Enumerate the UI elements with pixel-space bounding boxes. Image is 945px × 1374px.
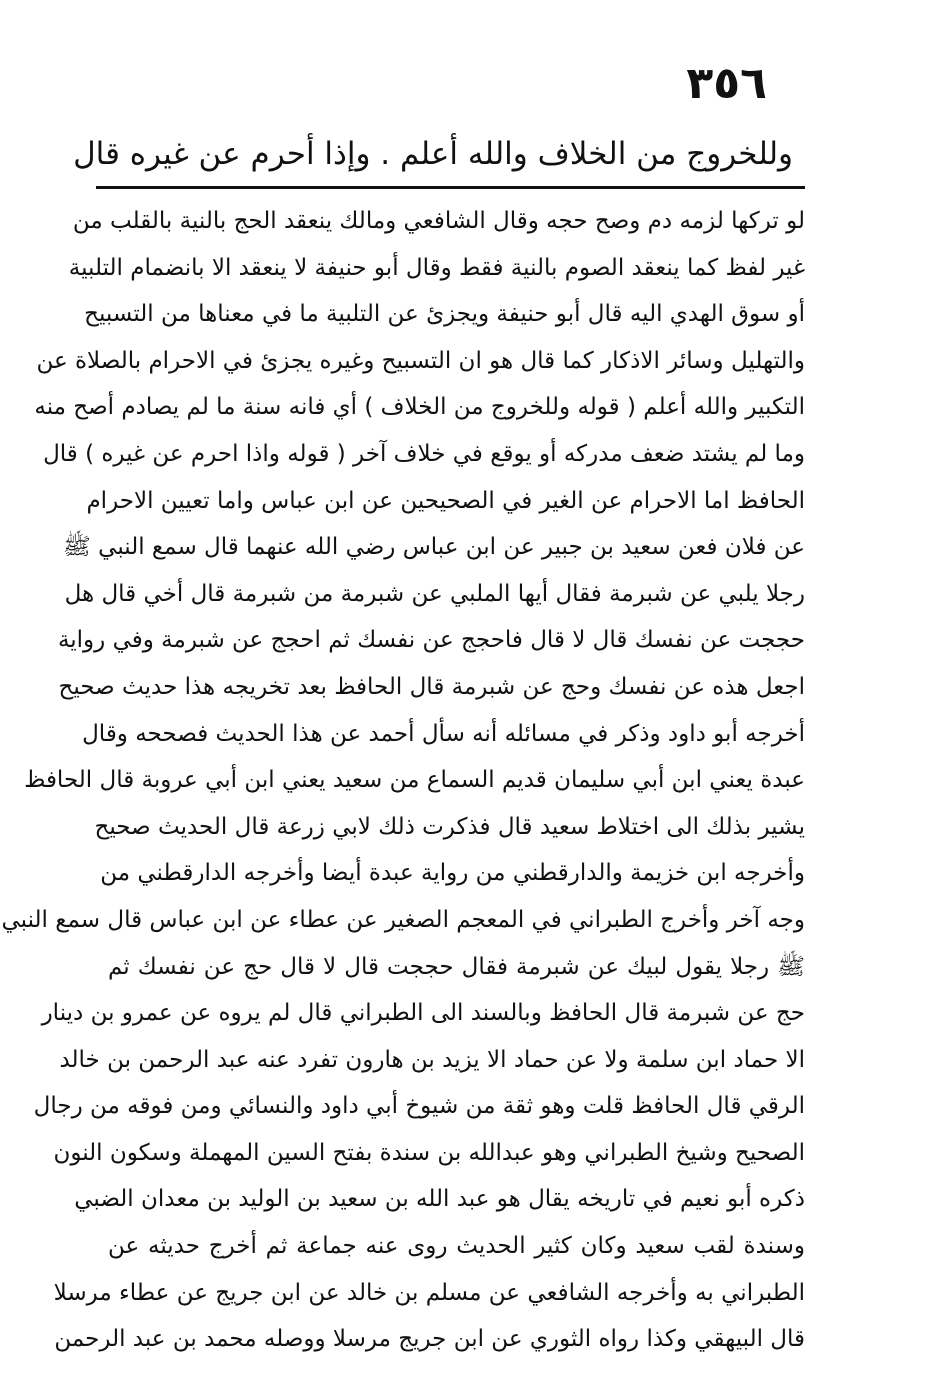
text-line: الرقي قال الحافظ قلت وهو ثقة من شيوخ أبي داود والنسائي ومن فوقه من رجال: [33, 1093, 805, 1120]
text-line: اجعل هذه عن نفسك وحج عن شبرمة قال الحافظ بعد تخريجه هذا حديث صحيح: [58, 673, 805, 700]
body-text: [1, 198, 805, 1363]
text-line: التكبير والله أعلم ( قوله وللخروج من الخلاف ) أي فانه سنة ما لم يصادم أصح منه: [34, 394, 805, 421]
text-line: لو تركها لزمه دم وصح حجه وقال الشافعي ومالك ينعقد الحج بالنية بالقلب من: [72, 208, 805, 234]
text-line: وأخرجه ابن خزيمة والدارقطني من رواية عبدة أيضا وأخرجه الدارقطني من: [100, 860, 805, 887]
header-rule: [96, 186, 805, 189]
text-line: الطبراني به وأخرجه الشافعي عن مسلم بن خالد عن ابن جريج عن عطاء مرسلا: [53, 1279, 805, 1306]
text-line: يشير بذلك الى اختلاط سعيد قال فذكرت ذلك لابي زرعة قال الحديث صحيح: [94, 813, 805, 840]
text-line: غير لفظ كما ينعقد الصوم بالنية فقط وقال أبو حنيفة لا ينعقد الا بانضمام التلبية: [68, 254, 805, 281]
text-line: عن فلان فعن سعيد بن جبير عن ابن عباس رضي الله عنهما قال سمع النبي ﷺ: [63, 534, 805, 561]
text-line: ﷺ رجلا يقول لبيك عن شبرمة فقال حججت قال لا قال حج عن نفسك ثم: [108, 953, 805, 980]
page-number: ٣٥٦: [686, 58, 767, 109]
text-line: رجلا يلبي عن شبرمة فقال أيها الملبي عن شبرمة من شبرمة قال أخي قال هل: [64, 580, 805, 607]
text-line: وما لم يشتد ضعف مدركه أو يوقع في خلاف آخر ( قوله واذا احرم عن غيره ) قال: [43, 440, 805, 467]
text-line: عبدة يعني ابن أبي سليمان قديم السماع من سعيد يعني ابن أبي عروبة قال الحافظ: [24, 767, 805, 794]
text-line: والتهليل وسائر الاذكار كما قال هو ان التسبيح وغيره يجزئ في الاحرام بالصلاة عن: [36, 347, 805, 374]
text-line: ذكره أبو نعيم في تاريخه يقال هو عبد الله بن سعيد بن الوليد بن معدان الضبي: [74, 1186, 805, 1213]
text-line: أو سوق الهدي اليه قال أبو حنيفة ويجزئ عن التلبية ما في معناها من التسبيح: [84, 301, 805, 328]
text-line: وجه آخر وأخرج الطبراني في المعجم الصغير عن عطاء عن ابن عباس قال سمع النبي: [1, 906, 805, 933]
text-line: أخرجه أبو داود وذكر في مسائله أنه سأل أحمد عن هذا الحديث فصححه وقال: [82, 720, 805, 747]
text-line: الا حماد ابن سلمة ولا عن حماد الا يزيد بن هارون تفرد عنه عبد الرحمن بن خالد: [59, 1046, 805, 1073]
header-line: وللخروج من الخلاف والله أعلم . وإذا أحرم عن غيره قال: [73, 136, 793, 172]
text-line: حج عن شبرمة قال الحافظ وبالسند الى الطبراني قال لم يروه عن عمرو بن دينار: [41, 1000, 805, 1027]
text-line: وسندة لقب سعيد وكان كثير الحديث روى عنه جماعة ثم أخرج حديثه عن: [108, 1233, 805, 1260]
text-line: حججت عن نفسك قال لا قال فاحجج عن نفسك ثم احجج عن شبرمة وفي رواية: [57, 627, 805, 654]
text-line: قال البيهقي وكذا رواه الثوري عن ابن جريج مرسلا ووصله محمد بن عبد الرحمن: [54, 1326, 805, 1353]
text-line: الحافظ اما الاحرام عن الغير في الصحيحين عن ابن عباس واما تعيين الاحرام: [86, 487, 805, 514]
text-line: الصحيح وشيخ الطبراني وهو عبدالله بن سندة بفتح السين المهملة وسكون النون: [53, 1139, 805, 1166]
